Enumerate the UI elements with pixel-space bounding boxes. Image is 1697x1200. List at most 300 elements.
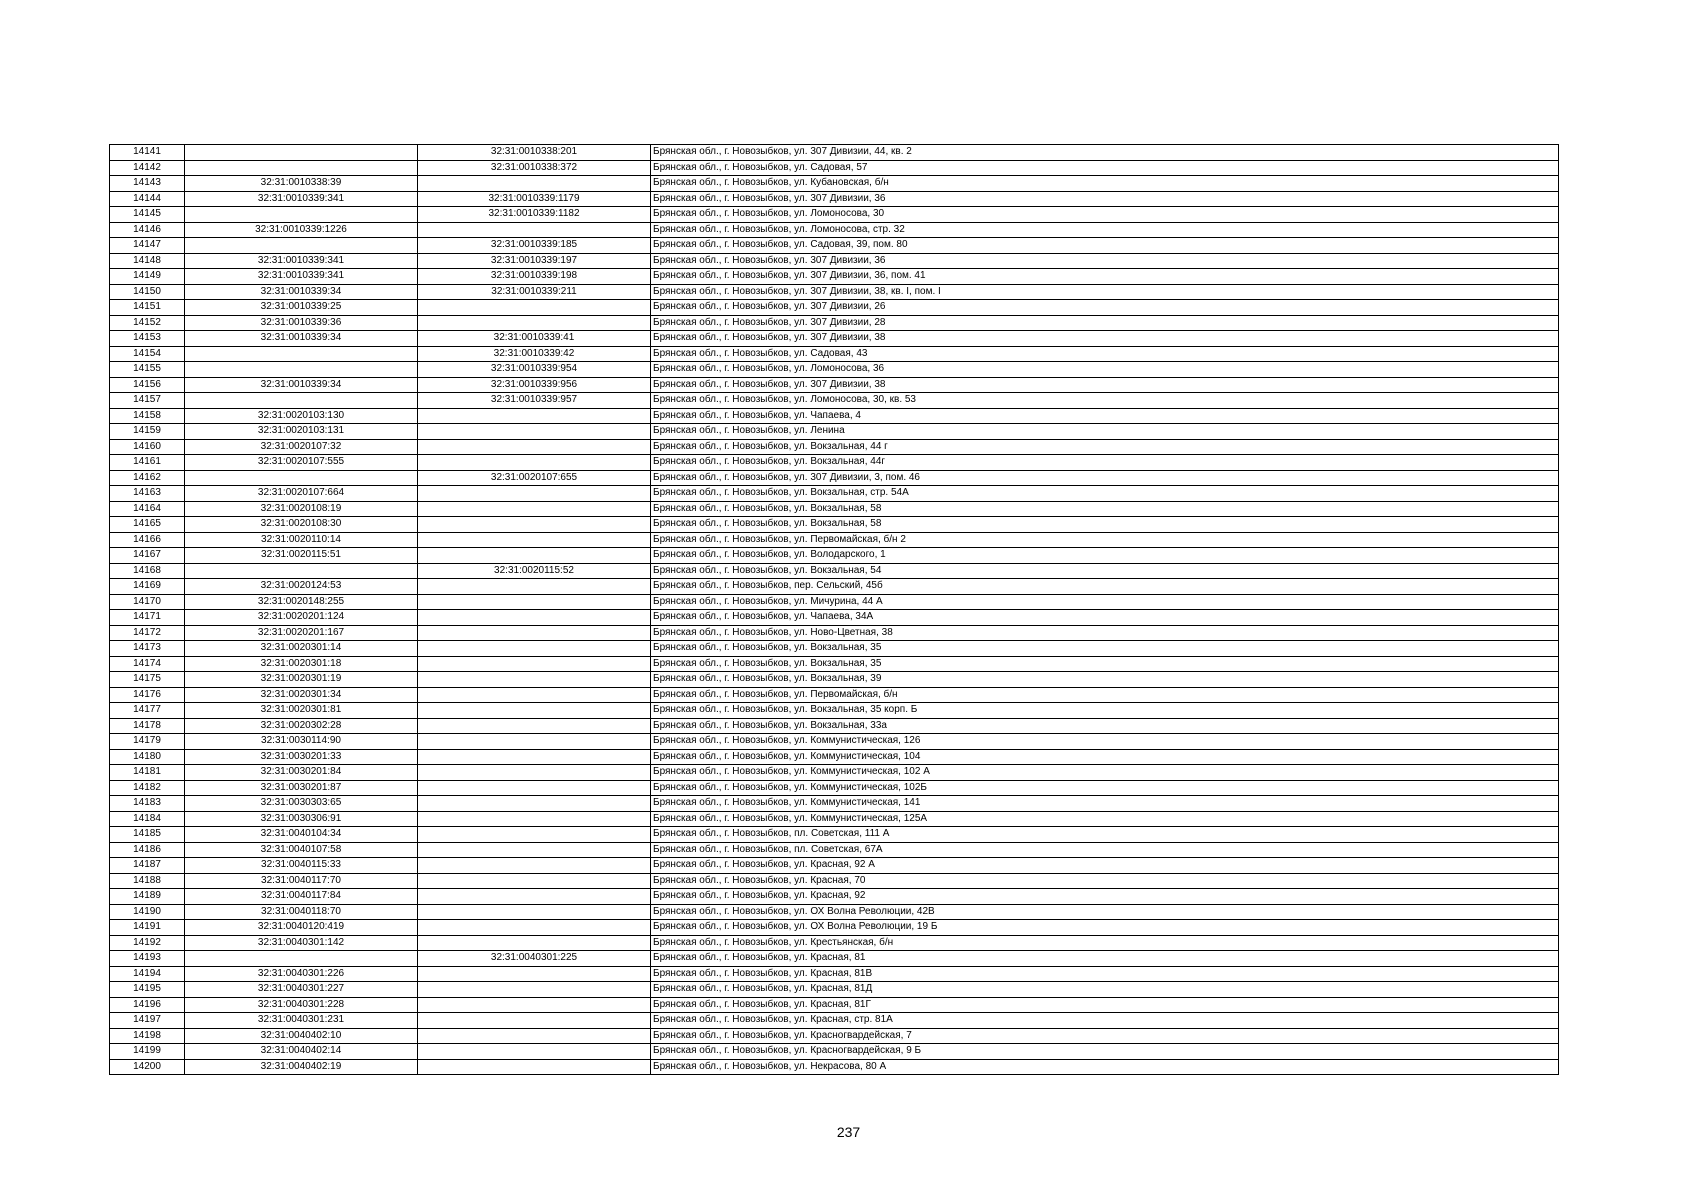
table-row (110, 951, 1559, 967)
cell-row-number: 14200 (110, 1059, 185, 1075)
cell-row-number: 14158 (110, 408, 185, 424)
cell-address: Брянская обл., г. Новозыбков, ул. Красногвардейская, 9 Б (651, 1044, 1559, 1060)
cell-row-number: 14155 (110, 362, 185, 378)
table-row (110, 641, 1559, 657)
table-row (110, 470, 1559, 486)
cell-object-cadastral-number (418, 455, 651, 471)
cell-object-cadastral-number (418, 486, 651, 502)
cell-row-number: 14197 (110, 1013, 185, 1029)
table-row (110, 734, 1559, 750)
table-row (110, 346, 1559, 362)
table-row (110, 284, 1559, 300)
cell-object-cadastral-number: 32:31:0010339:197 (418, 253, 651, 269)
cell-address: Брянская обл., г. Новозыбков, ул. Красная, 81Г (651, 997, 1559, 1013)
cell-object-cadastral-number: 32:31:0010339:185 (418, 238, 651, 254)
cell-row-number: 14153 (110, 331, 185, 347)
cell-address: Брянская обл., г. Новозыбков, ул. Вокзальная, 35 (651, 641, 1559, 657)
cell-address: Брянская обл., г. Новозыбков, ул. Вокзальная, 35 (651, 656, 1559, 672)
cell-parcel-cadastral-number: 32:31:0040301:231 (185, 1013, 418, 1029)
cell-address: Брянская обл., г. Новозыбков, ул. 307 Дивизии, 36 (651, 191, 1559, 207)
cell-parcel-cadastral-number: 32:31:0040115:33 (185, 858, 418, 874)
table-row (110, 703, 1559, 719)
table-row (110, 594, 1559, 610)
cell-object-cadastral-number (418, 656, 651, 672)
cell-parcel-cadastral-number: 32:31:0020107:664 (185, 486, 418, 502)
cell-row-number: 14166 (110, 532, 185, 548)
table-row (110, 408, 1559, 424)
table-row (110, 858, 1559, 874)
cell-object-cadastral-number (418, 176, 651, 192)
cell-object-cadastral-number (418, 408, 651, 424)
cell-row-number: 14186 (110, 842, 185, 858)
cell-address: Брянская обл., г. Новозыбков, пл. Советская, 67А (651, 842, 1559, 858)
cell-address: Брянская обл., г. Новозыбков, ул. Ломоносова, 30 (651, 207, 1559, 223)
cell-address: Брянская обл., г. Новозыбков, ул. ОХ Волна Революции, 42В (651, 904, 1559, 920)
cell-object-cadastral-number: 32:31:0010339:41 (418, 331, 651, 347)
cell-parcel-cadastral-number: 32:31:0020107:555 (185, 455, 418, 471)
cell-object-cadastral-number (418, 1044, 651, 1060)
cell-parcel-cadastral-number: 32:31:0020148:255 (185, 594, 418, 610)
cell-address: Брянская обл., г. Новозыбков, ул. Красная, 81В (651, 966, 1559, 982)
table-row (110, 145, 1559, 161)
cell-parcel-cadastral-number (185, 362, 418, 378)
cell-object-cadastral-number (418, 920, 651, 936)
cell-parcel-cadastral-number: 32:31:0010338:39 (185, 176, 418, 192)
cell-row-number: 14148 (110, 253, 185, 269)
cell-address: Брянская обл., г. Новозыбков, ул. Садовая, 43 (651, 346, 1559, 362)
cell-row-number: 14191 (110, 920, 185, 936)
cell-object-cadastral-number (418, 517, 651, 533)
cell-address: Брянская обл., г. Новозыбков, ул. 307 Дивизии, 44, кв. 2 (651, 145, 1559, 161)
cell-parcel-cadastral-number: 32:31:0020201:167 (185, 625, 418, 641)
cell-parcel-cadastral-number: 32:31:0010339:25 (185, 300, 418, 316)
table-row (110, 765, 1559, 781)
cell-address: Брянская обл., г. Новозыбков, ул. 307 Дивизии, 38, кв. I, пом. I (651, 284, 1559, 300)
cell-address: Брянская обл., г. Новозыбков, ул. Красная, 81 (651, 951, 1559, 967)
cell-parcel-cadastral-number: 32:31:0030201:87 (185, 780, 418, 796)
cell-object-cadastral-number (418, 594, 651, 610)
cell-address: Брянская обл., г. Новозыбков, ул. Чапаева, 34А (651, 610, 1559, 626)
cell-object-cadastral-number (418, 579, 651, 595)
cell-address: Брянская обл., г. Новозыбков, ул. Красная, 92 А (651, 858, 1559, 874)
cell-parcel-cadastral-number: 32:31:0020301:34 (185, 687, 418, 703)
cell-parcel-cadastral-number: 32:31:0010339:34 (185, 377, 418, 393)
cell-parcel-cadastral-number (185, 160, 418, 176)
cell-address: Брянская обл., г. Новозыбков, ул. Вокзальная, 33а (651, 718, 1559, 734)
cell-object-cadastral-number (418, 315, 651, 331)
cell-row-number: 14170 (110, 594, 185, 610)
table-row (110, 160, 1559, 176)
table-row (110, 362, 1559, 378)
cell-row-number: 14163 (110, 486, 185, 502)
cell-parcel-cadastral-number: 32:31:0040107:58 (185, 842, 418, 858)
table-row (110, 1059, 1559, 1075)
cell-row-number: 14177 (110, 703, 185, 719)
cell-row-number: 14188 (110, 873, 185, 889)
table-row (110, 1044, 1559, 1060)
cell-object-cadastral-number (418, 641, 651, 657)
cell-row-number: 14174 (110, 656, 185, 672)
cell-parcel-cadastral-number: 32:31:0010339:1226 (185, 222, 418, 238)
cell-row-number: 14167 (110, 548, 185, 564)
cell-row-number: 14194 (110, 966, 185, 982)
cell-object-cadastral-number: 32:31:0010339:211 (418, 284, 651, 300)
table-row (110, 548, 1559, 564)
cell-parcel-cadastral-number: 32:31:0040118:70 (185, 904, 418, 920)
cell-row-number: 14189 (110, 889, 185, 905)
page-number: 237 (836, 1124, 861, 1140)
registry-table-body (110, 145, 1559, 1075)
cell-object-cadastral-number (418, 780, 651, 796)
cell-row-number: 14182 (110, 780, 185, 796)
cell-address: Брянская обл., г. Новозыбков, пл. Советская, 111 А (651, 827, 1559, 843)
table-row (110, 222, 1559, 238)
registry-table (109, 144, 1559, 1075)
cell-object-cadastral-number (418, 904, 651, 920)
cell-row-number: 14196 (110, 997, 185, 1013)
cell-parcel-cadastral-number: 32:31:0030303:65 (185, 796, 418, 812)
cell-address: Брянская обл., г. Новозыбков, ул. Красная, 92 (651, 889, 1559, 905)
cell-object-cadastral-number: 32:31:0010339:957 (418, 393, 651, 409)
cell-object-cadastral-number: 32:31:0010339:198 (418, 269, 651, 285)
cell-object-cadastral-number (418, 672, 651, 688)
cell-row-number: 14146 (110, 222, 185, 238)
cell-address: Брянская обл., г. Новозыбков, ул. Красная, стр. 81А (651, 1013, 1559, 1029)
cell-address: Брянская обл., г. Новозыбков, ул. Коммунистическая, 102Б (651, 780, 1559, 796)
table-row (110, 610, 1559, 626)
cell-parcel-cadastral-number: 32:31:0020103:131 (185, 424, 418, 440)
cell-object-cadastral-number (418, 811, 651, 827)
cell-object-cadastral-number (418, 687, 651, 703)
table-row (110, 191, 1559, 207)
cell-object-cadastral-number (418, 625, 651, 641)
cell-address: Брянская обл., г. Новозыбков, ул. 307 Дивизии, 26 (651, 300, 1559, 316)
cell-row-number: 14171 (110, 610, 185, 626)
cell-address: Брянская обл., г. Новозыбков, ул. Первомайская, б/н 2 (651, 532, 1559, 548)
cell-address: Брянская обл., г. Новозыбков, ул. Чапаева, 4 (651, 408, 1559, 424)
table-row (110, 796, 1559, 812)
cell-address: Брянская обл., г. Новозыбков, ул. Коммунистическая, 125А (651, 811, 1559, 827)
cell-address: Брянская обл., г. Новозыбков, ул. Красная, 70 (651, 873, 1559, 889)
cell-object-cadastral-number (418, 966, 651, 982)
cell-address: Брянская обл., г. Новозыбков, ул. Вокзальная, 54 (651, 563, 1559, 579)
cell-address: Брянская обл., г. Новозыбков, ул. Коммунистическая, 126 (651, 734, 1559, 750)
cell-parcel-cadastral-number: 32:31:0020107:32 (185, 439, 418, 455)
table-row (110, 889, 1559, 905)
cell-row-number: 14178 (110, 718, 185, 734)
table-row (110, 331, 1559, 347)
cell-address: Брянская обл., г. Новозыбков, ул. 307 Дивизии, 38 (651, 331, 1559, 347)
cell-object-cadastral-number (418, 889, 651, 905)
table-row (110, 935, 1559, 951)
cell-address: Брянская обл., г. Новозыбков, ул. Коммунистическая, 102 А (651, 765, 1559, 781)
cell-address: Брянская обл., г. Новозыбков, ул. Первомайская, б/н (651, 687, 1559, 703)
table-row (110, 253, 1559, 269)
cell-object-cadastral-number: 32:31:0010339:1182 (418, 207, 651, 223)
cell-address: Брянская обл., г. Новозыбков, ул. 307 Дивизии, 36 (651, 253, 1559, 269)
cell-parcel-cadastral-number: 32:31:0010339:34 (185, 331, 418, 347)
cell-parcel-cadastral-number: 32:31:0020201:124 (185, 610, 418, 626)
table-row (110, 238, 1559, 254)
cell-address: Брянская обл., г. Новозыбков, ул. Ново-Цветная, 38 (651, 625, 1559, 641)
cell-row-number: 14161 (110, 455, 185, 471)
cell-object-cadastral-number: 32:31:0010338:201 (418, 145, 651, 161)
cell-row-number: 14164 (110, 501, 185, 517)
cell-object-cadastral-number (418, 703, 651, 719)
table-row (110, 532, 1559, 548)
table-row (110, 269, 1559, 285)
cell-object-cadastral-number (418, 222, 651, 238)
cell-parcel-cadastral-number: 32:31:0010339:34 (185, 284, 418, 300)
table-row (110, 920, 1559, 936)
cell-address: Брянская обл., г. Новозыбков, ул. Ленина (651, 424, 1559, 440)
cell-row-number: 14160 (110, 439, 185, 455)
table-row (110, 904, 1559, 920)
cell-row-number: 14185 (110, 827, 185, 843)
cell-parcel-cadastral-number: 32:31:0040402:14 (185, 1044, 418, 1060)
table-row (110, 501, 1559, 517)
cell-row-number: 14179 (110, 734, 185, 750)
cell-address: Брянская обл., г. Новозыбков, ул. Садовая, 39, пом. 80 (651, 238, 1559, 254)
cell-parcel-cadastral-number: 32:31:0020301:19 (185, 672, 418, 688)
cell-object-cadastral-number (418, 935, 651, 951)
cell-parcel-cadastral-number (185, 951, 418, 967)
cell-parcel-cadastral-number: 32:31:0040402:10 (185, 1028, 418, 1044)
table-row (110, 656, 1559, 672)
cell-object-cadastral-number (418, 1028, 651, 1044)
cell-row-number: 14156 (110, 377, 185, 393)
cell-row-number: 14165 (110, 517, 185, 533)
table-row (110, 424, 1559, 440)
cell-row-number: 14198 (110, 1028, 185, 1044)
table-row (110, 966, 1559, 982)
cell-row-number: 14183 (110, 796, 185, 812)
cell-address: Брянская обл., г. Новозыбков, ул. Володарского, 1 (651, 548, 1559, 564)
cell-row-number: 14150 (110, 284, 185, 300)
table-row (110, 842, 1559, 858)
cell-parcel-cadastral-number: 32:31:0040120:419 (185, 920, 418, 936)
cell-parcel-cadastral-number: 32:31:0030306:91 (185, 811, 418, 827)
cell-parcel-cadastral-number: 32:31:0010339:341 (185, 253, 418, 269)
cell-parcel-cadastral-number: 32:31:0040301:227 (185, 982, 418, 998)
table-row (110, 827, 1559, 843)
cell-row-number: 14192 (110, 935, 185, 951)
table-row (110, 563, 1559, 579)
cell-parcel-cadastral-number: 32:31:0040117:70 (185, 873, 418, 889)
cell-address: Брянская обл., г. Новозыбков, ул. Кубановская, б/н (651, 176, 1559, 192)
table-row (110, 486, 1559, 502)
cell-object-cadastral-number (418, 842, 651, 858)
cell-row-number: 14143 (110, 176, 185, 192)
cell-row-number: 14169 (110, 579, 185, 595)
cell-parcel-cadastral-number (185, 470, 418, 486)
table-row (110, 393, 1559, 409)
cell-parcel-cadastral-number: 32:31:0040402:19 (185, 1059, 418, 1075)
table-row (110, 315, 1559, 331)
table-row (110, 517, 1559, 533)
cell-parcel-cadastral-number: 32:31:0030201:33 (185, 749, 418, 765)
cell-address: Брянская обл., г. Новозыбков, ул. Вокзальная, 35 корп. Б (651, 703, 1559, 719)
cell-parcel-cadastral-number: 32:31:0010339:36 (185, 315, 418, 331)
cell-object-cadastral-number (418, 858, 651, 874)
cell-object-cadastral-number (418, 749, 651, 765)
cell-row-number: 14162 (110, 470, 185, 486)
cell-address: Брянская обл., г. Новозыбков, ул. Ломоносова, 36 (651, 362, 1559, 378)
cell-row-number: 14199 (110, 1044, 185, 1060)
cell-address: Брянская обл., г. Новозыбков, ул. Вокзальная, 58 (651, 501, 1559, 517)
cell-parcel-cadastral-number: 32:31:0020302:28 (185, 718, 418, 734)
cell-row-number: 14141 (110, 145, 185, 161)
cell-address: Брянская обл., г. Новозыбков, ул. Вокзальная, 39 (651, 672, 1559, 688)
cell-object-cadastral-number (418, 424, 651, 440)
cell-address: Брянская обл., г. Новозыбков, ул. ОХ Волна Революции, 19 Б (651, 920, 1559, 936)
cell-object-cadastral-number (418, 610, 651, 626)
table-row (110, 982, 1559, 998)
cell-row-number: 14152 (110, 315, 185, 331)
cell-parcel-cadastral-number: 32:31:0040104:34 (185, 827, 418, 843)
cell-parcel-cadastral-number: 32:31:0030201:84 (185, 765, 418, 781)
cell-address: Брянская обл., г. Новозыбков, ул. Вокзальная, 44 г (651, 439, 1559, 455)
cell-object-cadastral-number (418, 827, 651, 843)
cell-object-cadastral-number (418, 532, 651, 548)
cell-row-number: 14180 (110, 749, 185, 765)
table-row (110, 749, 1559, 765)
cell-object-cadastral-number: 32:31:0010339:42 (418, 346, 651, 362)
cell-parcel-cadastral-number (185, 563, 418, 579)
cell-parcel-cadastral-number: 32:31:0040301:226 (185, 966, 418, 982)
cell-address: Брянская обл., г. Новозыбков, ул. Ломоносова, 30, кв. 53 (651, 393, 1559, 409)
cell-parcel-cadastral-number: 32:31:0040117:84 (185, 889, 418, 905)
table-row (110, 300, 1559, 316)
cell-parcel-cadastral-number: 32:31:0020103:130 (185, 408, 418, 424)
cell-parcel-cadastral-number: 32:31:0030114:90 (185, 734, 418, 750)
table-row (110, 811, 1559, 827)
cell-parcel-cadastral-number: 32:31:0010339:341 (185, 191, 418, 207)
cell-object-cadastral-number: 32:31:0040301:225 (418, 951, 651, 967)
cell-row-number: 14187 (110, 858, 185, 874)
cell-parcel-cadastral-number: 32:31:0020301:14 (185, 641, 418, 657)
table-row (110, 997, 1559, 1013)
cell-parcel-cadastral-number: 32:31:0020115:51 (185, 548, 418, 564)
cell-object-cadastral-number (418, 1013, 651, 1029)
cell-address: Брянская обл., г. Новозыбков, ул. Крестьянская, б/н (651, 935, 1559, 951)
cell-address: Брянская обл., г. Новозыбков, ул. Коммунистическая, 141 (651, 796, 1559, 812)
cell-row-number: 14184 (110, 811, 185, 827)
cell-row-number: 14195 (110, 982, 185, 998)
cell-object-cadastral-number (418, 501, 651, 517)
cell-parcel-cadastral-number (185, 145, 418, 161)
table-row (110, 176, 1559, 192)
cell-parcel-cadastral-number (185, 238, 418, 254)
cell-row-number: 14147 (110, 238, 185, 254)
cell-object-cadastral-number (418, 982, 651, 998)
cell-row-number: 14176 (110, 687, 185, 703)
cell-row-number: 14168 (110, 563, 185, 579)
cell-object-cadastral-number (418, 765, 651, 781)
cell-row-number: 14193 (110, 951, 185, 967)
table-row (110, 579, 1559, 595)
cell-object-cadastral-number (418, 548, 651, 564)
table-row (110, 1028, 1559, 1044)
cell-address: Брянская обл., г. Новозыбков, ул. Садовая, 57 (651, 160, 1559, 176)
cell-object-cadastral-number: 32:31:0010339:1179 (418, 191, 651, 207)
cell-object-cadastral-number (418, 796, 651, 812)
cell-object-cadastral-number: 32:31:0010338:372 (418, 160, 651, 176)
cell-parcel-cadastral-number: 32:31:0020124:53 (185, 579, 418, 595)
table-row (110, 672, 1559, 688)
cell-object-cadastral-number (418, 873, 651, 889)
cell-row-number: 14159 (110, 424, 185, 440)
cell-parcel-cadastral-number: 32:31:0020301:81 (185, 703, 418, 719)
cell-object-cadastral-number (418, 439, 651, 455)
cell-row-number: 14172 (110, 625, 185, 641)
cell-object-cadastral-number (418, 718, 651, 734)
cell-object-cadastral-number (418, 1059, 651, 1075)
table-row (110, 455, 1559, 471)
table-row (110, 377, 1559, 393)
cell-row-number: 14142 (110, 160, 185, 176)
cell-row-number: 14175 (110, 672, 185, 688)
cell-address: Брянская обл., г. Новозыбков, ул. Красногвардейская, 7 (651, 1028, 1559, 1044)
cell-row-number: 14144 (110, 191, 185, 207)
table-row (110, 780, 1559, 796)
table-row (110, 439, 1559, 455)
cell-address: Брянская обл., г. Новозыбков, ул. Вокзальная, 58 (651, 517, 1559, 533)
cell-parcel-cadastral-number: 32:31:0040301:228 (185, 997, 418, 1013)
cell-parcel-cadastral-number: 32:31:0020108:30 (185, 517, 418, 533)
cell-address: Брянская обл., г. Новозыбков, ул. Некрасова, 80 А (651, 1059, 1559, 1075)
cell-row-number: 14157 (110, 393, 185, 409)
cell-parcel-cadastral-number (185, 346, 418, 362)
cell-row-number: 14173 (110, 641, 185, 657)
cell-address: Брянская обл., г. Новозыбков, ул. Красная, 81Д (651, 982, 1559, 998)
cell-parcel-cadastral-number: 32:31:0020110:14 (185, 532, 418, 548)
cell-parcel-cadastral-number (185, 393, 418, 409)
cell-parcel-cadastral-number: 32:31:0040301:142 (185, 935, 418, 951)
cell-address: Брянская обл., г. Новозыбков, ул. 307 Дивизии, 3, пом. 46 (651, 470, 1559, 486)
table-row (110, 687, 1559, 703)
cell-address: Брянская обл., г. Новозыбков, ул. Вокзальная, стр. 54А (651, 486, 1559, 502)
table-row (110, 1013, 1559, 1029)
cell-address: Брянская обл., г. Новозыбков, ул. 307 Дивизии, 28 (651, 315, 1559, 331)
cell-address: Брянская обл., г. Новозыбков, ул. Мичурина, 44 А (651, 594, 1559, 610)
cell-row-number: 14151 (110, 300, 185, 316)
cell-row-number: 14181 (110, 765, 185, 781)
cell-parcel-cadastral-number: 32:31:0010339:341 (185, 269, 418, 285)
table-row (110, 873, 1559, 889)
cell-address: Брянская обл., г. Новозыбков, пер. Сельский, 45б (651, 579, 1559, 595)
cell-object-cadastral-number (418, 997, 651, 1013)
cell-parcel-cadastral-number (185, 207, 418, 223)
cell-object-cadastral-number: 32:31:0010339:954 (418, 362, 651, 378)
cell-row-number: 14145 (110, 207, 185, 223)
cell-address: Брянская обл., г. Новозыбков, ул. 307 Дивизии, 38 (651, 377, 1559, 393)
cell-object-cadastral-number: 32:31:0020115:52 (418, 563, 651, 579)
table-row (110, 207, 1559, 223)
cell-address: Брянская обл., г. Новозыбков, ул. Вокзальная, 44г (651, 455, 1559, 471)
table-row (110, 718, 1559, 734)
table-row (110, 625, 1559, 641)
cell-row-number: 14154 (110, 346, 185, 362)
cell-object-cadastral-number: 32:31:0020107:655 (418, 470, 651, 486)
cell-address: Брянская обл., г. Новозыбков, ул. 307 Дивизии, 36, пом. 41 (651, 269, 1559, 285)
cell-parcel-cadastral-number: 32:31:0020108:19 (185, 501, 418, 517)
cell-row-number: 14190 (110, 904, 185, 920)
cell-address: Брянская обл., г. Новозыбков, ул. Ломоносова, стр. 32 (651, 222, 1559, 238)
cell-object-cadastral-number (418, 734, 651, 750)
cell-row-number: 14149 (110, 269, 185, 285)
cell-address: Брянская обл., г. Новозыбков, ул. Коммунистическая, 104 (651, 749, 1559, 765)
